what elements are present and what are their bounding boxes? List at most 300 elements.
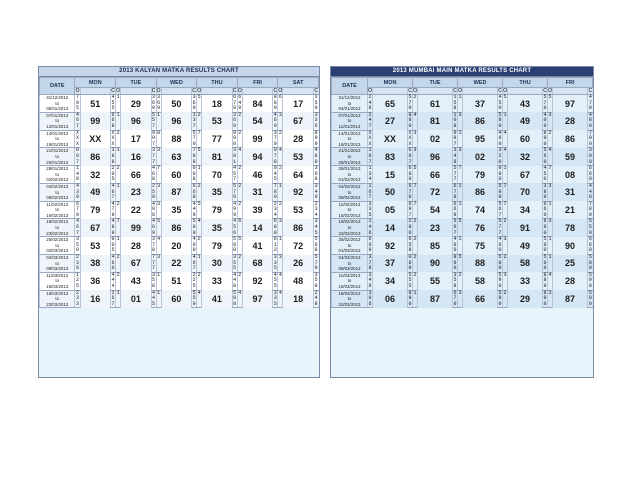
close-panna-digit: X [111,135,115,142]
close-panna-digit: 5 [192,283,196,289]
close-label: C [453,88,457,94]
week-start-date: 07/01/2013 [332,112,368,118]
close-panna-digit: 4 [314,224,318,231]
close-panna-digit: 0 [192,165,196,172]
open-panna-digit: 9 [76,194,80,201]
close-panna-digit: 4 [111,218,115,225]
close-panna-digit: 2 [408,218,412,225]
close-panna-digit: 6 [192,182,196,189]
close-panna-digit: 4 [233,165,237,172]
day-header-wed: WED [458,78,503,88]
jodi-result: 35 [202,219,232,237]
close-panna-digit: 9 [543,224,547,231]
open-panna-digit: 9 [157,105,161,112]
close-panna-digit: 4 [152,295,156,302]
close-panna-digit: 5 [111,247,115,254]
close-panna-digit: 7 [453,176,457,183]
close-panna-digit: 3 [314,182,318,189]
open-panna-digit: 3 [413,147,417,154]
open-panna-digit: 7 [76,158,80,165]
open-panna-digit: 2 [238,254,242,261]
close-panna-digit: 5 [152,277,156,284]
close-panna-digit: 3 [111,147,115,154]
jodi-result: 85 [418,237,453,255]
date-range-to: to [40,136,75,142]
close-panna-digit: 7 [233,99,237,106]
open-panna-digit: 4 [238,99,242,106]
close-panna-digit: 9 [111,229,115,236]
open-panna-digit: X [368,129,372,136]
close-panna-digit: 8 [192,152,196,159]
close-panna-digit: 3 [152,147,156,154]
open-panna-digit: 3 [548,218,552,225]
jodi-result: 28 [121,237,151,255]
close-panna-digit: 7 [408,99,412,106]
open-panna-digit: 3 [278,111,282,118]
close-panna-digit: 7 [453,170,457,177]
close-panna-digit: 3 [273,289,277,296]
close-panna-digit: 3 [273,295,277,302]
open-panna-digit: 3 [76,188,80,195]
open-panna-digit: 8 [76,265,80,272]
jodi-result: 23 [121,183,151,201]
close-panna-digit: 6 [111,295,115,302]
close-panna-digit: 6 [111,111,115,118]
open-panna-digit: 5 [368,211,372,218]
close-panna-digit: 7 [314,259,318,266]
jodi-result: 18 [283,290,313,308]
close-panna-digit: 5 [453,165,457,172]
close-panna-digit: 4 [192,200,196,207]
open-panna-digit: 2 [76,289,80,296]
close-panna-digit: 5 [233,182,237,189]
close-panna-digit: 5 [152,111,156,118]
open-panna-digit: 2 [197,182,201,189]
open-panna-digit: 2 [413,254,417,261]
open-panna-digit: 1 [413,289,417,296]
close-panna-digit: 6 [453,289,457,296]
close-panna-digit: 4 [192,236,196,243]
close-panna-digit: 0 [498,283,502,289]
open-panna-digit: 2 [278,129,282,136]
open-panna-digit: 1 [116,94,120,100]
jodi-result: 67 [80,219,110,237]
day-header-mon: MON [368,78,413,88]
jodi-result: 84 [242,95,272,113]
close-panna-digit: 0 [543,229,547,236]
close-panna-digit: 4 [273,271,277,278]
jodi-result: 17 [121,130,151,148]
jodi-result: 91 [508,219,543,237]
jodi-result: 54 [418,201,453,219]
open-panna-digit: 4 [197,289,201,296]
close-panna-digit: 4 [588,188,592,195]
close-panna-digit: 5 [314,277,318,284]
close-panna-digit: 7 [152,158,156,165]
close-panna-digit: 0 [192,247,196,254]
close-panna-digit: 4 [273,170,277,177]
close-panna-digit: 5 [314,229,318,236]
week-start-date: 25/02/2013 [40,237,75,243]
close-panna-digit: 9 [588,152,592,159]
close-panna-digit: 5 [588,218,592,225]
close-panna-digit: 0 [588,176,592,183]
week-end-date: 05/01/2013 [40,106,75,112]
open-panna-digit: 3 [278,218,282,225]
week-start-date: 18/02/2013 [40,219,75,225]
open-panna-digit: 2 [197,236,201,243]
close-panna-digit: 5 [233,259,237,266]
day-header-fri: FRI [548,78,593,88]
open-panna-digit: 3 [157,200,161,207]
open-panna-digit: 7 [76,206,80,213]
jodi-result: 17 [283,95,313,113]
close-panna-digit: 8 [192,176,196,183]
close-panna-digit: 8 [543,277,547,284]
open-label: O [116,88,121,94]
open-panna-digit: 6 [278,94,282,100]
close-panna-digit: 3 [314,206,318,213]
close-panna-digit: 5 [498,289,502,296]
jodi-result: 39 [242,201,272,219]
close-panna-digit: 0 [273,147,277,154]
close-panna-digit: 9 [543,241,547,248]
open-panna-digit: 5 [458,218,462,225]
close-panna-digit: 6 [453,200,457,207]
close-panna-digit: 8 [111,152,115,159]
jodi-spacer [508,88,543,95]
open-panna-digit: 2 [197,111,201,118]
jodi-result: 66 [418,166,453,184]
day-header-fri: FRI [237,78,278,88]
week-end-date: 08/02/2013 [332,195,368,201]
close-panna-digit: 9 [543,135,547,142]
open-panna-digit: 6 [238,94,242,100]
jodi-result: 74 [463,201,498,219]
date-range-to: to [40,261,75,267]
close-panna-digit: 0 [588,140,592,147]
close-panna-digit: X [111,129,115,136]
close-panna-digit: 8 [314,283,318,289]
close-panna-digit: 8 [111,158,115,165]
close-panna-digit: 8 [314,247,318,254]
close-panna-digit: 5 [498,182,502,189]
close-panna-digit: 0 [588,300,592,307]
close-panna-digit: 0 [543,300,547,307]
date-range-to: to [332,243,368,249]
open-panna-digit: 4 [197,218,201,225]
jodi-result: 06 [373,290,408,308]
open-panna-digit: 0 [76,147,80,154]
close-panna-digit: 8 [498,295,502,302]
open-panna-digit: 3 [278,254,282,261]
open-panna-digit: 4 [413,111,417,118]
close-panna-digit: 6 [588,241,592,248]
close-panna-digit: 8 [314,300,318,307]
open-panna-digit: 4 [548,271,552,278]
jodi-spacer [283,88,313,95]
week-end-date: 01/02/2013 [332,177,368,183]
week-start-date: 11/03/2013 [332,272,368,278]
close-panna-digit: 8 [192,194,196,201]
close-panna-digit: 4 [111,277,115,284]
week-start-date: 21/01/2013 [332,148,368,154]
close-panna-digit: 5 [498,99,502,106]
close-panna-digit: 9 [273,229,277,236]
close-panna-digit: 8 [314,129,318,136]
date-range-to: to [332,296,368,302]
close-panna-digit: 2 [192,277,196,284]
close-panna-digit: 0 [111,170,115,177]
close-panna-digit: 3 [273,129,277,136]
close-panna-digit: 3 [314,271,318,278]
jodi-result: 21 [553,201,588,219]
open-panna-digit: 2 [278,200,282,207]
jodi-spacer [202,88,232,95]
mumbai-chart-title: 2013 MUMBAI MAIN MATKA RESULTS CHART [331,67,593,77]
close-panna-digit: 3 [498,147,502,154]
close-panna-digit: 5 [314,236,318,243]
jodi-result: 87 [553,290,588,308]
close-panna-digit: 3 [152,94,156,100]
jodi-result: 22 [121,201,151,219]
close-panna-digit: 7 [408,188,412,195]
open-panna-digit: 4 [368,176,372,183]
close-panna-digit: 0 [588,283,592,289]
jodi-result: 68 [242,255,272,273]
close-panna-digit: 5 [314,254,318,261]
date-range-to: to [332,207,368,213]
open-panna-digit: 3 [368,200,372,207]
close-panna-digit: 5 [408,94,412,100]
jodi-result: 50 [373,183,408,201]
close-panna-digit: 6 [314,241,318,248]
date-range-to: to [40,154,75,160]
close-panna-digit: 1 [273,241,277,248]
close-panna-digit: 8 [408,224,412,231]
close-panna-digit: 0 [498,165,502,172]
close-panna-digit: 0 [192,140,196,147]
close-panna-digit: 0 [111,265,115,272]
week-start-date: 07/01/2013 [40,112,75,118]
close-panna-digit: 4 [453,236,457,243]
close-panna-digit: 9 [233,105,237,112]
open-panna-digit: 1 [116,111,120,118]
close-panna-digit: 0 [498,122,502,129]
mumbai-results-table [331,77,593,308]
close-panna-digit: 4 [152,165,156,172]
close-panna-digit: 7 [192,135,196,142]
jodi-result: 86 [553,130,588,148]
close-panna-digit: 5 [192,218,196,225]
close-panna-digit: 6 [498,206,502,213]
jodi-result: 90 [553,237,588,255]
open-panna-digit: 5 [197,147,201,154]
jodi-result: 79 [80,201,110,219]
close-panna-digit: 4 [111,94,115,100]
close-panna-digit: 9 [152,105,156,112]
open-panna-digit: 1 [76,271,80,278]
open-panna-digit: 2 [458,271,462,278]
open-panna-digit: 6 [368,188,372,195]
close-panna-digit: X [408,135,412,142]
jodi-result: 51 [161,272,191,290]
close-panna-digit: 8 [543,271,547,278]
close-label: C [543,88,547,94]
open-panna-digit: 1 [458,129,462,136]
week-end-date: 08/03/2013 [332,266,368,272]
open-panna-digit [197,302,202,308]
close-panna-digit: 2 [273,200,277,207]
open-panna-digit: 3 [76,300,80,307]
close-panna-digit: 2 [192,271,196,278]
jodi-result: 29 [121,95,151,113]
close-panna-digit: 6 [408,200,412,207]
open-panna-digit [458,302,463,308]
week-end-date: 12/01/2013 [40,124,75,130]
week-start-date: 21/01/2013 [40,148,75,154]
close-panna-digit: 9 [273,122,277,129]
open-panna-digit: 2 [548,129,552,136]
close-panna-digit: 6 [152,99,156,106]
close-label: C [314,88,318,94]
close-panna-digit: 6 [273,218,277,225]
jodi-result: 97 [242,290,272,308]
close-panna-digit: 7 [152,152,156,159]
open-panna-digit: X [368,135,372,142]
close-panna-digit: 0 [111,241,115,248]
close-panna-digit: 4 [314,188,318,195]
jodi-result: 29 [508,290,543,308]
close-panna-digit: 6 [192,99,196,106]
close-panna-digit: 5 [498,218,502,225]
close-panna-digit: 0 [498,105,502,112]
close-panna-digit: 6 [314,122,318,129]
open-label: O [548,88,552,94]
close-panna-digit: 6 [408,236,412,243]
open-panna-digit [548,302,553,308]
close-panna-digit: 8 [498,117,502,124]
close-panna-digit: 7 [111,300,115,307]
close-panna-digit: 2 [314,200,318,207]
close-panna-digit: 5 [588,254,592,261]
close-panna-digit: 4 [314,211,318,218]
close-panna-digit: 4 [111,182,115,189]
close-panna-digit: 8 [273,158,277,165]
open-panna-digit: 2 [238,165,242,172]
jodi-result: 58 [463,272,498,290]
close-panna-digit: 3 [314,117,318,124]
open-panna-digit: 2 [238,200,242,207]
close-panna-digit: 5 [233,170,237,177]
jodi-result: 92 [283,183,313,201]
close-panna-digit: 4 [233,200,237,207]
open-panna-digit: 9 [76,99,80,106]
open-panna-digit: 4 [368,277,372,284]
open-panna-digit: X [76,129,80,136]
jodi-result: 77 [202,130,232,148]
open-panna-digit: 3 [413,129,417,136]
open-panna-digit: 2 [413,94,417,100]
jodi-result: 36 [80,272,110,290]
close-panna-digit: 7 [543,99,547,106]
close-label: C [498,88,502,94]
close-panna-digit: 0 [543,194,547,201]
open-label: O [278,88,283,94]
close-panna-digit: 3 [192,117,196,124]
close-panna-digit: 9 [192,105,196,112]
week-start-date: 04/02/2013 [332,183,368,189]
week-end-date: 15/02/2013 [332,213,368,219]
week-start-date: 28/01/2013 [40,166,75,172]
day-header-mon: MON [75,78,116,88]
open-panna-digit: 7 [76,229,80,236]
open-panna-digit: 7 [76,122,80,129]
close-panna-digit: 7 [498,211,502,218]
close-panna-digit: 9 [588,135,592,142]
date-range-to: to [40,172,75,178]
close-panna-digit: 0 [543,122,547,129]
close-panna-digit: 6 [543,152,547,159]
close-panna-digit: 6 [543,200,547,207]
close-panna-digit: 9 [273,140,277,147]
close-panna-digit: 9 [588,277,592,284]
jodi-result: 67 [121,255,151,273]
close-panna-digit: 4 [273,211,277,218]
close-panna-digit: 9 [192,224,196,231]
close-panna-digit: 9 [233,129,237,136]
close-panna-digit: 5 [498,111,502,118]
close-panna-digit: 3 [233,147,237,154]
close-panna-digit: 6 [152,224,156,231]
close-panna-digit: 8 [408,259,412,266]
close-panna-digit: 0 [498,140,502,147]
close-panna-digit: 9 [314,265,318,272]
open-panna-digit: 6 [368,241,372,248]
open-panna-digit: 4 [76,111,80,118]
open-panna-digit: 1 [278,182,282,189]
close-panna-digit: 0 [192,170,196,177]
date-range-to: to [332,154,368,160]
open-panna-digit [278,302,283,308]
open-panna-digit: 7 [368,259,372,266]
date-range-to: to [332,261,368,267]
open-panna-digit: 6 [76,117,80,124]
jodi-spacer [553,88,588,95]
open-panna-digit: 4 [503,147,507,154]
jodi-result: 32 [80,166,110,184]
close-panna-digit: 9 [192,211,196,218]
week-start-date: 04/03/2013 [332,255,368,261]
open-panna-digit: 1 [458,94,462,100]
date-range-to: to [40,278,75,284]
close-panna-digit: 7 [588,99,592,106]
date-range-to: to [40,190,75,196]
open-panna-digit: 5 [458,254,462,261]
week-start-date: 18/02/2013 [332,219,368,225]
jodi-result: 92 [373,237,408,255]
close-panna-digit: 0 [543,117,547,124]
week-end-date: 19/01/2013 [40,142,75,148]
open-panna-digit: 7 [76,94,80,100]
close-panna-digit: 5 [273,277,277,284]
close-panna-digit: 3 [273,259,277,266]
jodi-result: 96 [121,112,151,130]
open-panna-digit: 6 [76,200,80,207]
close-panna-digit: 0 [498,247,502,254]
open-panna-digit: 4 [503,129,507,136]
jodi-result: 02 [463,148,498,166]
